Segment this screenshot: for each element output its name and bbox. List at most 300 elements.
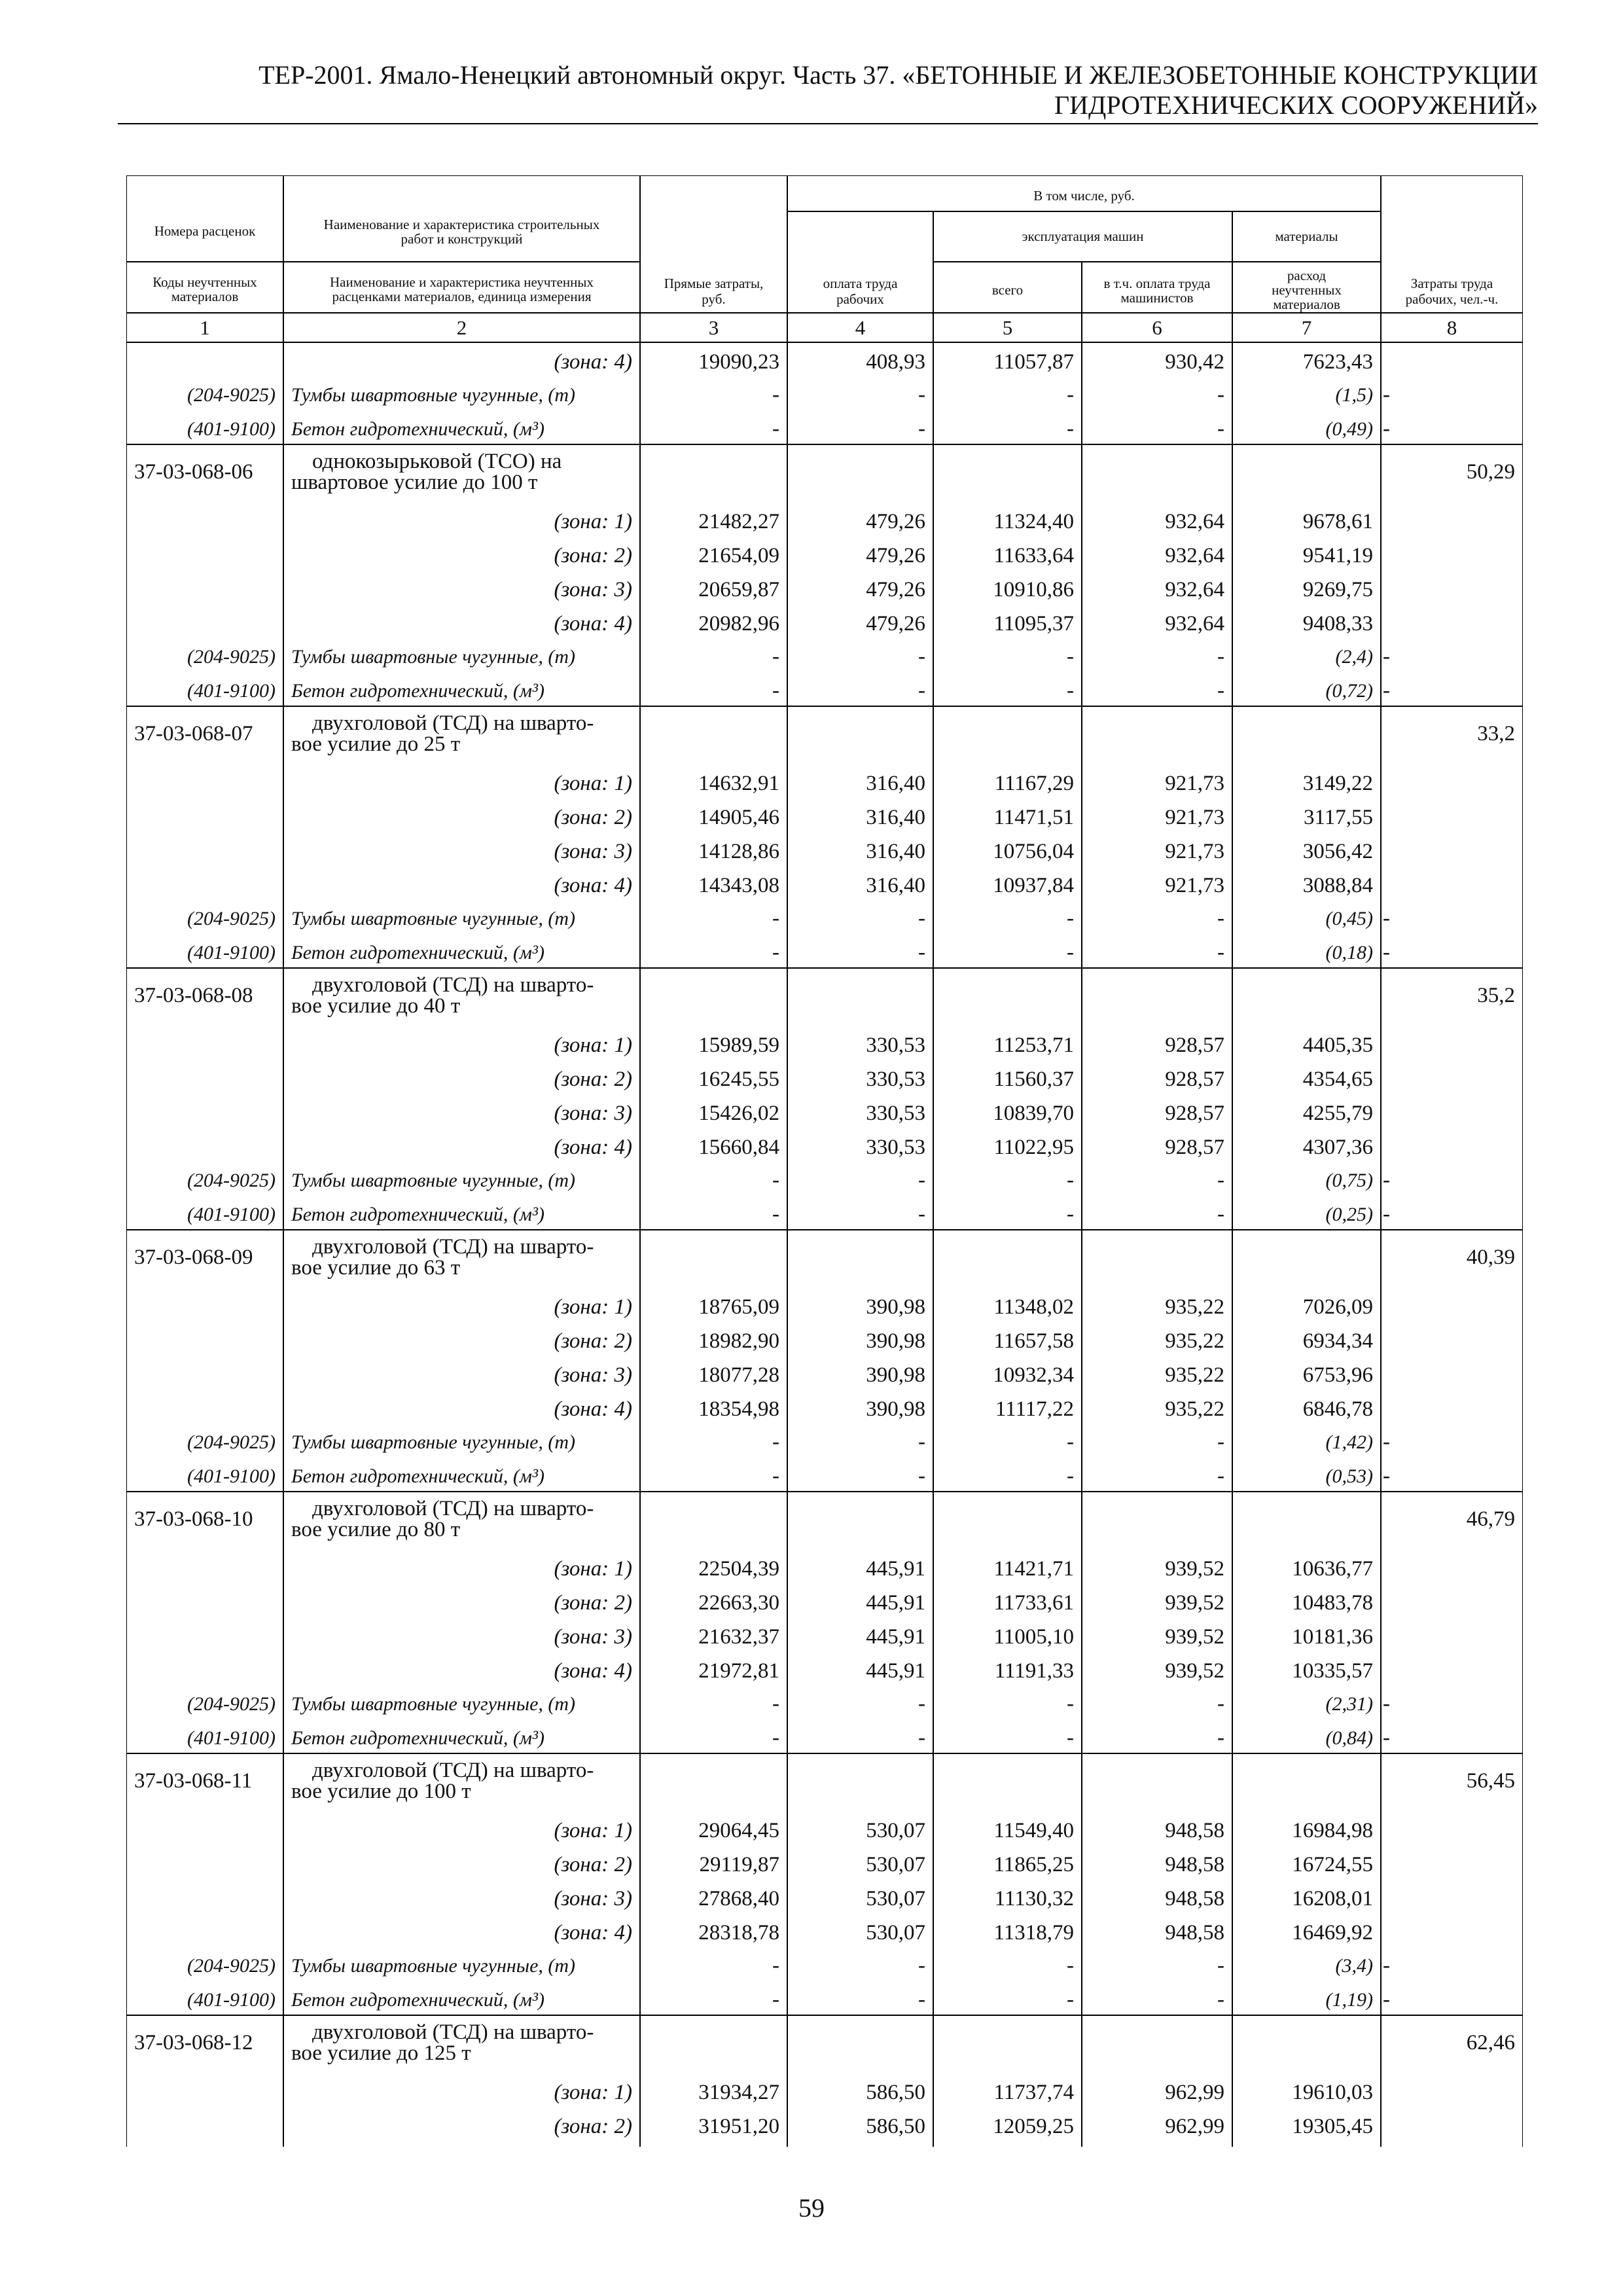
zone-value: 939,52 xyxy=(1165,1591,1224,1615)
zone-label: (зона: 4) xyxy=(554,874,632,897)
material-dash: - xyxy=(918,941,925,964)
material-code: (401-9100) xyxy=(187,942,276,963)
zone-value: 948,58 xyxy=(1165,1921,1224,1945)
zone-value: 921,73 xyxy=(1165,772,1224,795)
zone-value: 10335,57 xyxy=(1292,1659,1373,1683)
zone-value: 939,52 xyxy=(1165,1557,1224,1581)
zone-value: 10839,70 xyxy=(993,1102,1074,1125)
zone-value: 3149,22 xyxy=(1302,772,1373,795)
header-line-1: ТЕР-2001. Ямало-Ненецкий автономный округ. Часть 37. «БЕТОННЫЕ И ЖЕЛЕЗОБЕТОННЫЕ КОНСТРУКЦИИ xyxy=(259,60,1538,90)
zone-value: 939,52 xyxy=(1165,1625,1224,1649)
material-dash: - xyxy=(1067,383,1074,406)
material-dash: - xyxy=(1067,1954,1074,1977)
zone-value: 15989,59 xyxy=(698,1033,779,1057)
column-number: 8 xyxy=(1446,316,1457,339)
material-name: Тумбы швартовные чугунные, (т) xyxy=(291,1693,576,1715)
zone-value: 11095,37 xyxy=(993,612,1074,636)
material-labor: - xyxy=(1383,383,1390,406)
material-dash: - xyxy=(1067,1430,1074,1454)
zone-value: 16469,92 xyxy=(1292,1921,1373,1945)
material-code: (204-9025) xyxy=(187,1431,276,1453)
zone-label: (зона: 4) xyxy=(554,350,632,374)
zone-value: 962,99 xyxy=(1165,2081,1224,2104)
material-labor: - xyxy=(1383,679,1390,702)
zone-value: 16245,55 xyxy=(698,1067,779,1091)
zone-value: 479,26 xyxy=(866,612,925,636)
zone-value: 11560,37 xyxy=(993,1067,1074,1091)
material-amount: (0,49) xyxy=(1325,418,1373,440)
zone-label: (зона: 1) xyxy=(554,772,632,795)
zone-label: (зона: 1) xyxy=(554,1033,632,1057)
material-dash: - xyxy=(1067,1692,1074,1715)
zone-value: 4307,36 xyxy=(1302,1136,1373,1159)
zone-value: 10932,34 xyxy=(993,1363,1074,1387)
zone-label: (зона: 2) xyxy=(554,1591,632,1615)
material-name: Тумбы швартовные чугунные, (т) xyxy=(291,908,576,929)
zone-label: (зона: 2) xyxy=(554,1853,632,1876)
zone-label: (зона: 1) xyxy=(554,510,632,533)
material-dash: - xyxy=(1067,1988,1074,2011)
zone-label: (зона: 1) xyxy=(554,1557,632,1581)
zone-value: 4405,35 xyxy=(1302,1033,1373,1057)
zone-value: 6753,96 xyxy=(1302,1363,1373,1387)
header-rate-numbers: Номера расценок xyxy=(154,223,256,239)
zone-value: 330,53 xyxy=(866,1136,925,1159)
material-name: Бетон гидротехнический, (м³) xyxy=(291,1727,545,1749)
material-dash: - xyxy=(772,1464,779,1488)
rate-name: вое усилие до 80 т xyxy=(291,1518,461,1541)
material-dash: - xyxy=(1217,941,1224,964)
material-dash: - xyxy=(772,1726,779,1749)
zone-value: 445,91 xyxy=(866,1625,925,1649)
zone-value: 932,64 xyxy=(1165,544,1224,567)
zone-value: 932,64 xyxy=(1165,578,1224,601)
zone-label: (зона: 2) xyxy=(554,806,632,829)
zone-label: (зона: 3) xyxy=(554,840,632,863)
header-material-consumption: расход xyxy=(1287,268,1327,283)
header-direct-costs: руб. xyxy=(702,291,726,307)
zone-value: 11737,74 xyxy=(993,2081,1074,2104)
zone-value: 29119,87 xyxy=(699,1853,779,1876)
zone-value: 21482,27 xyxy=(698,510,779,533)
column-number: 1 xyxy=(200,316,210,339)
zone-value: 21972,81 xyxy=(698,1659,779,1683)
material-dash: - xyxy=(772,941,779,964)
zone-label: (зона: 1) xyxy=(554,1295,632,1319)
zone-value: 479,26 xyxy=(866,544,925,567)
rate-labor: 46,79 xyxy=(1466,1507,1515,1531)
zone-value: 11117,22 xyxy=(995,1397,1074,1421)
material-dash: - xyxy=(918,1988,925,2011)
header-material-name: Наименование и характеристика неучтенных xyxy=(330,274,594,290)
zone-value: 10937,84 xyxy=(993,874,1074,897)
material-dash: - xyxy=(918,417,925,440)
zone-value: 948,58 xyxy=(1165,1819,1224,1842)
zone-label: (зона: 4) xyxy=(554,1921,632,1945)
material-labor: - xyxy=(1383,417,1390,440)
zone-value: 29064,45 xyxy=(698,1819,779,1842)
zone-label: (зона: 3) xyxy=(554,1887,632,1910)
material-amount: (1,19) xyxy=(1325,1989,1373,2011)
zone-value: 7026,09 xyxy=(1302,1295,1373,1319)
zone-value: 27868,40 xyxy=(698,1887,779,1910)
material-dash: - xyxy=(918,1430,925,1454)
material-labor: - xyxy=(1383,1954,1390,1977)
material-dash: - xyxy=(918,1954,925,1977)
material-amount: (1,42) xyxy=(1325,1431,1373,1453)
material-dash: - xyxy=(1217,679,1224,702)
material-code: (204-9025) xyxy=(187,908,276,929)
zone-label: (зона: 3) xyxy=(554,578,632,601)
material-dash: - xyxy=(1217,645,1224,668)
rate-code: 37-03-068-11 xyxy=(134,1769,253,1793)
zone-value: 962,99 xyxy=(1165,2115,1224,2138)
material-labor: - xyxy=(1383,1464,1390,1488)
zone-value: 932,64 xyxy=(1165,510,1224,533)
zone-value: 11865,25 xyxy=(993,1853,1074,1876)
material-code: (204-9025) xyxy=(187,1693,276,1715)
zone-value: 11022,95 xyxy=(993,1136,1074,1159)
material-dash: - xyxy=(1067,941,1074,964)
material-dash: - xyxy=(1217,1168,1224,1192)
material-name: Бетон гидротехнический, (м³) xyxy=(291,1465,545,1487)
rate-name: двухголовой (ТСД) на шварто- xyxy=(312,1235,594,1259)
material-code: (401-9100) xyxy=(187,1989,276,2011)
material-dash: - xyxy=(1067,1168,1074,1192)
rate-name: вое усилие до 63 т xyxy=(291,1256,461,1280)
zone-label: (зона: 4) xyxy=(554,1136,632,1159)
header-material-consumption: материалов xyxy=(1273,296,1340,312)
material-code: (401-9100) xyxy=(187,1727,276,1749)
rate-code: 37-03-068-08 xyxy=(134,984,253,1007)
material-dash: - xyxy=(1217,1430,1224,1454)
zone-value: 21654,09 xyxy=(698,544,779,567)
zone-value: 330,53 xyxy=(866,1067,925,1091)
zone-value: 10636,77 xyxy=(1292,1557,1373,1581)
zone-value: 19090,23 xyxy=(698,350,779,374)
rate-labor: 62,46 xyxy=(1466,2031,1515,2054)
header-work-name: Наименование и характеристика строительных xyxy=(323,217,600,232)
zone-value: 530,07 xyxy=(866,1921,925,1945)
zone-value: 22504,39 xyxy=(698,1557,779,1581)
material-dash: - xyxy=(772,906,779,930)
zone-value: 20659,87 xyxy=(698,578,779,601)
rate-name: двухголовой (ТСД) на шварто- xyxy=(312,1497,594,1520)
zone-value: 316,40 xyxy=(866,772,925,795)
material-amount: (1,5) xyxy=(1335,384,1373,406)
zone-value: 530,07 xyxy=(866,1887,925,1910)
zone-label: (зона: 1) xyxy=(554,1819,632,1842)
zone-value: 935,22 xyxy=(1165,1397,1224,1421)
zone-value: 14128,86 xyxy=(698,840,779,863)
header-worker-pay: оплата труда xyxy=(823,276,898,291)
material-code: (401-9100) xyxy=(187,680,276,702)
material-labor: - xyxy=(1383,1430,1390,1454)
header-material-codes: Коды неучтенных xyxy=(152,274,257,290)
material-dash: - xyxy=(1067,1202,1074,1226)
header-rule xyxy=(118,123,1538,124)
material-name: Тумбы швартовные чугунные, (т) xyxy=(291,646,576,668)
zone-value: 14343,08 xyxy=(698,874,779,897)
zone-value: 9678,61 xyxy=(1302,510,1373,533)
material-name: Тумбы швартовные чугунные, (т) xyxy=(291,1170,576,1191)
zone-value: 11348,02 xyxy=(993,1295,1074,1319)
rate-name: двухголовой (ТСД) на шварто- xyxy=(312,1759,594,1782)
rate-code: 37-03-068-06 xyxy=(134,460,253,484)
material-amount: (3,4) xyxy=(1335,1955,1373,1977)
zone-value: 932,64 xyxy=(1165,612,1224,636)
zone-value: 390,98 xyxy=(866,1363,925,1387)
material-name: Тумбы швартовные чугунные, (т) xyxy=(291,384,576,406)
material-code: (401-9100) xyxy=(187,418,276,440)
header-including: В том числе, руб. xyxy=(1033,188,1135,204)
material-labor: - xyxy=(1383,1692,1390,1715)
material-labor: - xyxy=(1383,941,1390,964)
material-dash: - xyxy=(772,1692,779,1715)
rate-labor: 56,45 xyxy=(1466,1769,1515,1793)
zone-value: 10181,36 xyxy=(1292,1625,1373,1649)
rate-labor: 33,2 xyxy=(1477,722,1515,745)
zone-value: 921,73 xyxy=(1165,806,1224,829)
header-operator-pay: машинистов xyxy=(1120,290,1194,306)
zone-value: 11324,40 xyxy=(993,510,1074,533)
zone-value: 18354,98 xyxy=(698,1397,779,1421)
rate-code: 37-03-068-12 xyxy=(134,2031,253,2054)
zone-label: (зона: 2) xyxy=(554,1067,632,1091)
zone-value: 4354,65 xyxy=(1302,1067,1373,1091)
material-code: (204-9025) xyxy=(187,384,276,406)
zone-value: 11471,51 xyxy=(993,806,1074,829)
zone-value: 19305,45 xyxy=(1292,2115,1373,2138)
zone-value: 18077,28 xyxy=(698,1363,779,1387)
column-number: 3 xyxy=(708,316,719,339)
material-dash: - xyxy=(1067,645,1074,668)
zone-value: 9541,19 xyxy=(1302,544,1373,567)
header-labor: рабочих, чел.-ч. xyxy=(1405,291,1499,307)
zone-value: 11549,40 xyxy=(993,1819,1074,1842)
zone-value: 11191,33 xyxy=(994,1659,1074,1683)
zone-value: 21632,37 xyxy=(698,1625,779,1649)
header-work-name: работ и конструкций xyxy=(401,231,523,247)
zone-value: 31934,27 xyxy=(698,2081,779,2104)
material-dash: - xyxy=(1217,1726,1224,1749)
zone-value: 11421,71 xyxy=(993,1557,1074,1581)
zone-value: 16984,98 xyxy=(1292,1819,1373,1842)
header-material-name: расценками материалов, единица измерения xyxy=(332,289,592,304)
zone-value: 948,58 xyxy=(1165,1853,1224,1876)
material-name: Бетон гидротехнический, (м³) xyxy=(291,1204,545,1225)
header-machines: эксплуатация машин xyxy=(1022,228,1144,244)
material-dash: - xyxy=(918,906,925,930)
zone-value: 14632,91 xyxy=(698,772,779,795)
material-code: (401-9100) xyxy=(187,1204,276,1225)
zone-value: 19610,03 xyxy=(1292,2081,1373,2104)
zone-value: 16208,01 xyxy=(1292,1887,1373,1910)
zone-value: 28318,78 xyxy=(698,1921,779,1945)
header-material-consumption: неучтенных xyxy=(1272,282,1342,298)
header-worker-pay: рабочих xyxy=(836,291,884,307)
material-amount: (0,72) xyxy=(1325,680,1373,702)
material-labor: - xyxy=(1383,1202,1390,1226)
zone-value: 7623,43 xyxy=(1302,350,1373,374)
zone-value: 586,50 xyxy=(866,2115,925,2138)
zone-value: 948,58 xyxy=(1165,1887,1224,1910)
material-dash: - xyxy=(1217,1692,1224,1715)
material-code: (204-9025) xyxy=(187,1955,276,1977)
material-dash: - xyxy=(772,1202,779,1226)
zone-value: 390,98 xyxy=(866,1397,925,1421)
material-dash: - xyxy=(772,645,779,668)
material-name: Бетон гидротехнический, (м³) xyxy=(291,418,545,440)
material-dash: - xyxy=(772,1168,779,1192)
zone-value: 22663,30 xyxy=(698,1591,779,1615)
material-dash: - xyxy=(1217,906,1224,930)
material-dash: - xyxy=(1217,383,1224,406)
material-amount: (0,45) xyxy=(1325,908,1373,929)
material-dash: - xyxy=(772,417,779,440)
zone-label: (зона: 1) xyxy=(554,2081,632,2104)
material-dash: - xyxy=(918,1168,925,1192)
material-dash: - xyxy=(1217,417,1224,440)
material-dash: - xyxy=(772,1988,779,2011)
zone-value: 10483,78 xyxy=(1292,1591,1373,1615)
zone-value: 408,93 xyxy=(866,350,925,374)
zone-value: 9269,75 xyxy=(1302,578,1373,601)
header-machines-total: всего xyxy=(991,282,1024,298)
rate-code: 37-03-068-10 xyxy=(134,1507,253,1531)
rate-code: 37-03-068-09 xyxy=(134,1246,253,1269)
rate-code: 37-03-068-07 xyxy=(134,722,253,745)
zone-value: 445,91 xyxy=(866,1591,925,1615)
material-name: Бетон гидротехнический, (м³) xyxy=(291,942,545,963)
zone-value: 6846,78 xyxy=(1302,1397,1373,1421)
column-number: 7 xyxy=(1301,316,1312,339)
rates-table-grid xyxy=(126,175,1523,2147)
rate-name: вое усилие до 40 т xyxy=(291,994,461,1018)
rate-labor: 40,39 xyxy=(1466,1246,1515,1269)
material-dash: - xyxy=(1217,1954,1224,1977)
material-dash: - xyxy=(772,383,779,406)
zone-value: 928,57 xyxy=(1165,1102,1224,1125)
zone-label: (зона: 4) xyxy=(554,1397,632,1421)
zone-value: 11253,71 xyxy=(993,1033,1074,1057)
rates-table xyxy=(126,175,1523,2147)
zone-value: 11057,87 xyxy=(993,350,1074,374)
zone-value: 330,53 xyxy=(866,1033,925,1057)
page-number: 59 xyxy=(798,2193,825,2223)
zone-value: 921,73 xyxy=(1165,874,1224,897)
zone-value: 11733,61 xyxy=(993,1591,1074,1615)
material-dash: - xyxy=(918,1202,925,1226)
zone-value: 928,57 xyxy=(1165,1136,1224,1159)
material-dash: - xyxy=(918,645,925,668)
material-dash: - xyxy=(918,383,925,406)
column-number: 4 xyxy=(855,316,866,339)
zone-value: 10910,86 xyxy=(993,578,1074,601)
zone-value: 11633,64 xyxy=(993,544,1074,567)
rate-name: вое усилие до 25 т xyxy=(291,732,461,756)
material-code: (401-9100) xyxy=(187,1465,276,1487)
zone-value: 479,26 xyxy=(866,510,925,533)
material-dash: - xyxy=(1067,1464,1074,1488)
zone-value: 935,22 xyxy=(1165,1329,1224,1353)
zone-label: (зона: 4) xyxy=(554,1659,632,1683)
zone-value: 330,53 xyxy=(866,1102,925,1125)
material-amount: (2,31) xyxy=(1325,1693,1373,1715)
zone-value: 9408,33 xyxy=(1302,612,1373,636)
zone-value: 18765,09 xyxy=(698,1295,779,1319)
zone-value: 316,40 xyxy=(866,840,925,863)
material-code: (204-9025) xyxy=(187,1170,276,1191)
zone-label: (зона: 3) xyxy=(554,1625,632,1649)
zone-value: 11005,10 xyxy=(993,1625,1074,1649)
column-number: 2 xyxy=(456,316,467,339)
material-amount: (0,25) xyxy=(1325,1204,1373,1225)
zone-value: 6934,34 xyxy=(1302,1329,1373,1353)
material-dash: - xyxy=(918,1692,925,1715)
material-labor: - xyxy=(1383,1726,1390,1749)
rate-name: швартовое усилие до 100 т xyxy=(291,471,538,494)
zone-label: (зона: 2) xyxy=(554,1329,632,1353)
material-dash: - xyxy=(1217,1988,1224,2011)
material-dash: - xyxy=(918,1726,925,1749)
material-dash: - xyxy=(772,1954,779,1977)
column-number: 5 xyxy=(1002,316,1013,339)
material-dash: - xyxy=(1217,1464,1224,1488)
zone-label: (зона: 4) xyxy=(554,612,632,636)
zone-value: 390,98 xyxy=(866,1329,925,1353)
material-dash: - xyxy=(1067,417,1074,440)
zone-value: 928,57 xyxy=(1165,1033,1224,1057)
zone-value: 530,07 xyxy=(866,1819,925,1842)
zone-value: 14905,46 xyxy=(698,806,779,829)
zone-value: 11167,29 xyxy=(994,772,1074,795)
material-dash: - xyxy=(1067,906,1074,930)
zone-value: 935,22 xyxy=(1165,1363,1224,1387)
zone-value: 11657,58 xyxy=(993,1329,1074,1353)
rate-name: однокозырьковой (ТСО) на xyxy=(312,450,562,473)
header-materials: материалы xyxy=(1275,228,1338,244)
material-name: Бетон гидротехнический, (м³) xyxy=(291,680,545,702)
zone-value: 935,22 xyxy=(1165,1295,1224,1319)
zone-value: 928,57 xyxy=(1165,1067,1224,1091)
material-dash: - xyxy=(918,679,925,702)
zone-value: 11318,79 xyxy=(993,1921,1074,1945)
zone-value: 316,40 xyxy=(866,874,925,897)
zone-value: 12059,25 xyxy=(993,2115,1074,2138)
zone-value: 31951,20 xyxy=(698,2115,779,2138)
material-name: Тумбы швартовные чугунные, (т) xyxy=(291,1955,576,1977)
rate-name: вое усилие до 125 т xyxy=(291,2041,471,2065)
header-material-codes: материалов xyxy=(171,289,239,304)
zone-value: 939,52 xyxy=(1165,1659,1224,1683)
material-amount: (2,4) xyxy=(1335,646,1373,668)
material-labor: - xyxy=(1383,1168,1390,1192)
zone-value: 530,07 xyxy=(866,1853,925,1876)
material-dash: - xyxy=(772,679,779,702)
rate-name: вое усилие до 100 т xyxy=(291,1780,471,1803)
material-amount: (0,18) xyxy=(1325,942,1373,963)
zone-value: 11130,32 xyxy=(994,1887,1074,1910)
zone-label: (зона: 3) xyxy=(554,1363,632,1387)
zone-value: 3088,84 xyxy=(1302,874,1373,897)
zone-value: 921,73 xyxy=(1165,840,1224,863)
material-dash: - xyxy=(1067,679,1074,702)
zone-value: 390,98 xyxy=(866,1295,925,1319)
zone-value: 3056,42 xyxy=(1302,840,1373,863)
rate-labor: 50,29 xyxy=(1466,460,1515,484)
material-amount: (0,84) xyxy=(1325,1727,1373,1749)
